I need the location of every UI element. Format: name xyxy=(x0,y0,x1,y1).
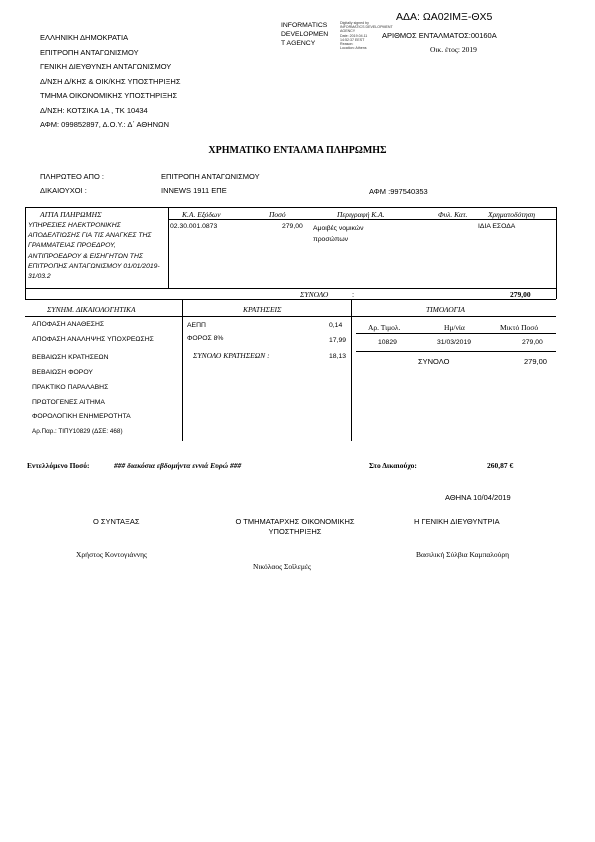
withholdings-header: ΚΡΑΤΗΣΕΙΣ xyxy=(243,305,282,314)
stamp-line: AGENCY xyxy=(340,29,356,34)
ada-code: ΑΔΑ: ΩΑ02ΙΜΞ-ΘΧ5 xyxy=(396,11,493,23)
document-title: ΧΡΗΜΑΤΙΚΟ ΕΝΤΑΛΜΑ ΠΛΗΡΩΜΗΣ xyxy=(208,145,387,156)
signatory-title-head: Ο ΤΜΗΜΑΤΑΡΧΗΣ ΟΙΚΟΝΟΜΙΚΗΣ ΥΠΟΣΤΗΡΙΞΗΣ xyxy=(235,517,355,536)
stamp-line: Reason: xyxy=(340,42,354,47)
stamp-line: Location: Athens xyxy=(340,46,367,51)
fiscal-year-value: 2019 xyxy=(461,45,477,54)
beneficiary-value: INNEWS 1911 ΕΠΕ xyxy=(161,186,227,195)
doc-item: ΑΠΟΦΑΣΗ ΑΝΑΛΗΨΗΣ ΥΠΟΧΡΕΩΣΗΣ xyxy=(32,336,154,343)
docs-header: ΣΥΝΗΜ. ΔΙΚΑΙΟΛΟΓΗΤΙΚΑ xyxy=(47,305,136,314)
beneficiary-label: ΔΙΚΑΙΟΥΧΟΙ : xyxy=(40,186,87,195)
signatory-name-composer: Χρήστος Κοντογιάννης xyxy=(76,550,147,559)
issuer-line: ΕΛΛΗΝΙΚΗ ΔΗΜΟΚΡΑΤΙΑ xyxy=(40,33,129,42)
warrant-number xyxy=(382,31,497,40)
withholdings-divider xyxy=(351,299,352,441)
signatory-title-director: Η ΓΕΝΙΚΗ ΔΙΕΥΘΥΝΤΡΙΑ xyxy=(414,517,500,526)
table-divider xyxy=(168,207,169,288)
doc-item: ΒΕΒΑΙΩΣΗ ΚΡΑΤΗΣΕΩΝ xyxy=(32,354,109,361)
issuer-line: ΤΜΗΜΑ ΟΙΚΟΝΟΜΙΚΗΣ ΥΠΟΣΤΗΡΙΞΗΣ xyxy=(40,91,178,100)
fiscal-year-label: Οικ. έτος: xyxy=(430,45,460,54)
stamp-line: Digitally signed by xyxy=(340,21,369,25)
issuer-block xyxy=(40,31,180,133)
stamp-org-line: T AGENCY xyxy=(281,40,316,47)
issuer-line: Δ/ΝΣΗ Δ/ΚΗΣ & ΟΙΚ/ΚΗΣ ΥΠΟΣΤΗΡΙΞΗΣ xyxy=(40,76,181,86)
withholding-label: ΦΟΡΟΣ 8% xyxy=(187,335,224,342)
invoice-col-amount: Μικτό Ποσό xyxy=(500,323,539,332)
col-header-description: Περιγραφή Κ.Α. xyxy=(337,210,385,219)
afm-value: 997540353 xyxy=(390,187,428,196)
invoice-total-label: ΣΥΝΟΛΟ xyxy=(418,357,450,366)
table-border-left xyxy=(25,207,26,299)
stamp-line: Date: 2019.04.11 xyxy=(340,33,368,38)
invoice-col-date: Ημ/νία xyxy=(444,323,465,332)
col-header-reason: ΑΙΤΙΑ ΠΛΗΡΩΜΗΣ xyxy=(40,210,102,219)
doc-item: ΦΟΡΟΛΟΓΙΚΗ ΕΝΗΜΕΡΟΤΗΤΑ xyxy=(32,413,131,420)
col-header-amount: Ποσό xyxy=(269,210,286,219)
invoice-col-number: Αρ. Τιμολ. xyxy=(368,323,401,332)
table-border-right xyxy=(556,207,557,299)
payer-label: ΠΛΗΡΩΤΕΟ ΑΠΟ : xyxy=(40,172,104,181)
lower-header-line xyxy=(25,316,556,317)
doc-item: ΑΠΟΦΑΣΗ ΑΝΑΘΕΣΗΣ xyxy=(32,321,105,328)
doc-item: ΠΡΑΚΤΙΚΟ ΠΑΡΑΛΑΒΗΣ xyxy=(32,384,109,391)
signatory-name-head: Νικόλαος Σοϊλεμές xyxy=(253,562,312,571)
total-separator: : xyxy=(352,290,355,299)
withholding-value: 17,99 xyxy=(329,337,347,344)
invoice-amount: 279,00 xyxy=(522,339,543,346)
stamp-line: 14:52:37 EEST xyxy=(340,37,365,42)
total-label: ΣΥΝΟΛΟ xyxy=(300,290,329,299)
invoice-total-line xyxy=(356,351,556,352)
issuer-line: Δ/ΝΣΗ: ΚΟΤΣΙΚΑ 1Α , ΤΚ 10434 xyxy=(40,105,148,115)
col-header-funding: Χρηματοδότηση xyxy=(488,210,536,219)
payment-net-amount: 260,87 € xyxy=(487,461,514,470)
withholding-label: ΑΕΠΠ xyxy=(187,322,206,329)
table-border-top xyxy=(25,207,556,208)
payer-value: ΕΠΙΤΡΟΠΗ ΑΝΤΑΓΩΝΙΣΜΟΥ xyxy=(161,172,260,181)
col-header-code: Κ.Α. Εξόδων xyxy=(182,210,221,219)
issuer-line: ΑΦΜ: 099852897, Δ.Ο.Υ.: Δ΄ ΑΘΗΝΩΝ xyxy=(40,120,170,129)
expense-funding: ΙΔΙΑ ΕΣΟΔΑ xyxy=(478,223,516,230)
stamp-org-line: INFORMATICS xyxy=(281,22,328,29)
fiscal-year xyxy=(430,45,477,54)
withholding-value: 0,14 xyxy=(329,322,343,329)
col-header-category: Φυλ. Κατ. xyxy=(438,210,468,219)
invoice-date: 31/03/2019 xyxy=(437,339,472,346)
expense-amount: 279,00 xyxy=(282,223,303,230)
total-line-top xyxy=(25,288,556,289)
stamp-line: INFORMATICS DEVELOPMENT xyxy=(340,25,393,30)
issuer-line: ΕΠΙΤΡΟΠΗ ΑΝΤΑΓΩΝΙΣΜΟΥ xyxy=(40,47,139,57)
expense-code: 02.30.001.0873 xyxy=(170,223,218,230)
doc-item: Αρ.Παρ.: ΤΙΠΥ10829 (ΔΣΕ: 468) xyxy=(32,428,123,435)
issuer-line: ΓΕΝΙΚΗ ΔΙΕΥΘΥΝΣΗ ΑΝΤΑΓΩΝΙΣΜΟΥ xyxy=(40,62,172,71)
invoice-columns-line xyxy=(356,333,556,334)
doc-item: ΠΡΩΤΟΓΕΝΕΣ ΑΙΤΗΜΑ xyxy=(32,399,105,406)
invoice-number: 10829 xyxy=(378,339,397,346)
withholdings-total-label: ΣΥΝΟΛΟ ΚΡΑΤΗΣΕΩΝ : xyxy=(193,351,270,360)
afm-label: ΑΦΜ : xyxy=(369,187,391,196)
signatory-title-composer: Ο ΣΥΝΤΑΞΑΣ xyxy=(93,517,140,526)
payment-reason: ΥΠΗΡΕΣΙΕΣ ΗΛΕΚΤΡΟΝΙΚΗΣ ΑΠΟΔΕΛΤΙΩΣΗΣ ΓΙΑ ΤΙΣ ΑΝΑΓΚΕΣ ΤΗΣ ΓΡΑΜΜΑΤΕΙΑΣ ΠΡΟΕΔΡΟΥ, ΑΝΤΙΠΡΟΕΔΡΟΥ & ΕΙΣΗΓΗΤΩΝ ΤΗΣ ΕΠΙΤΡΟΠΗΣ ΑΝΤΑΓΩΝΙΣΜΟΥ 01/01/2019-31/03.2 xyxy=(28,222,160,281)
warrant-number-label: ΑΡΙΘΜΟΣ ΕΝΤΑΛΜΑΤΟΣ: xyxy=(382,31,471,40)
stamp-org-line: DEVELOPMEN xyxy=(281,31,329,38)
doc-item: ΒΕΒΑΙΩΣΗ ΦΟΡΟΥ xyxy=(32,369,93,376)
beneficiary-afm xyxy=(369,187,428,196)
signatory-name-director: Βασιλική Σύλβια Καμπαλούρη xyxy=(416,550,510,559)
payment-label: Εντελλόμενο Ποσό: xyxy=(27,461,90,470)
withholdings-total-value: 18,13 xyxy=(329,353,347,360)
total-line-bottom xyxy=(25,299,556,300)
invoice-total-value: 279,00 xyxy=(524,357,547,366)
payment-amount-words: ### διακόσια εβδομήντα εννιά Ευρώ ### xyxy=(114,461,242,470)
docs-divider xyxy=(182,299,183,441)
signature-stamp-org xyxy=(281,21,328,48)
invoices-header: ΤΙΜΟΛΟΓΙΑ xyxy=(426,305,465,314)
place-date: ΑΘΗΝΑ 10/04/2019 xyxy=(445,493,511,502)
total-value: 279,00 xyxy=(510,290,531,299)
warrant-number-value: 00160Α xyxy=(470,31,497,40)
expense-description: Αμοιβές νομικών προσώπων xyxy=(313,225,364,243)
header-underline xyxy=(168,219,556,220)
payment-to-label: Στο Δικαιούχο: xyxy=(369,461,417,470)
